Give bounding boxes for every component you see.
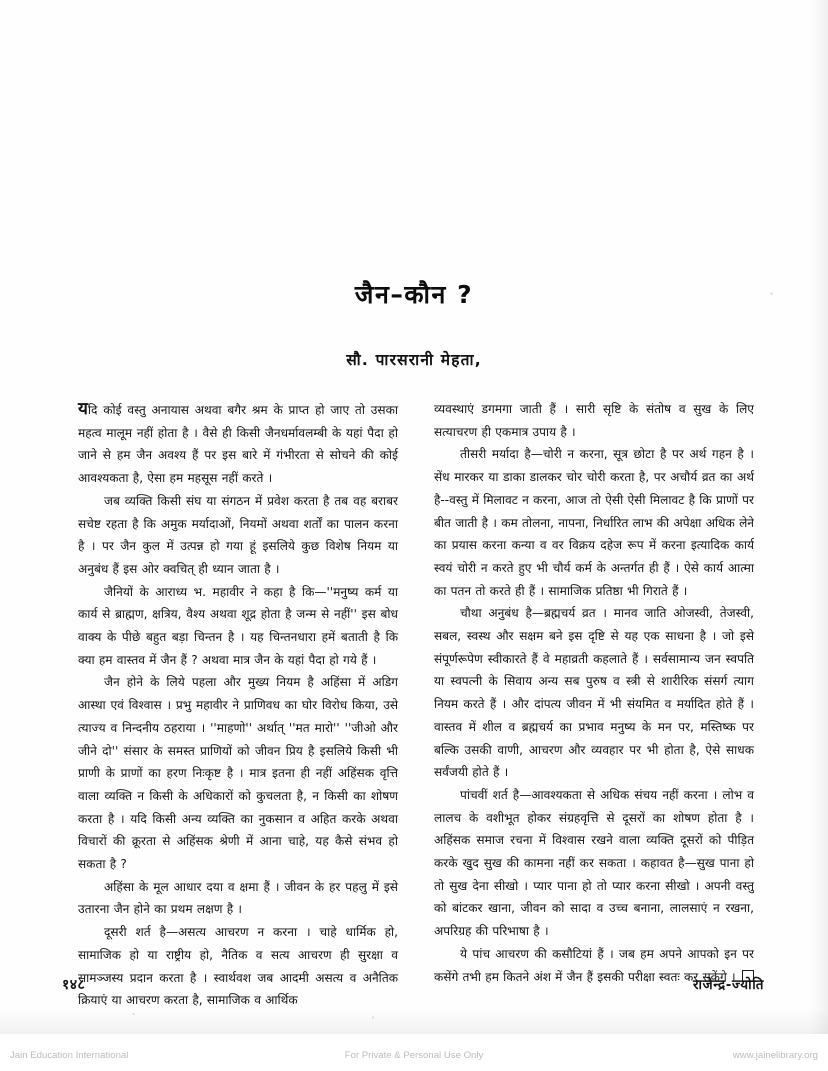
paragraph: जब व्यक्ति किसी संघ या संगठन में प्रवेश करता है तब वह बराबर सचेष्ट रहता है कि अमुक मर्यादाओं, नियमों अथवा शर्तों का पालन करना है । पर जैन कुल में उत्पन्न हो गया हूं इसलिये कुछ विशेष नियम या अनुबंध हैं इस ओर क्वचित् ही ध्यान जाता है ।	[78, 493, 398, 576]
journal-name: राजेन्द्र-ज्योति	[692, 977, 764, 993]
library-url: www.jainelibrary.org	[732, 1050, 818, 1061]
paragraph: दूसरी शर्त है—असत्य आचरण न करना । चाहे धार्मिक हो, सामाजिक हो या राष्ट्रीय हो, नैतिक व सत्य आचरण ही सुरक्षा व सामञ्जस्य प्रदान करता है । स्वार्थवश जब आदमी असत्य व अनैतिक क्रियाएं या आचरण करता है, सामाजिक व आर्थिक	[78, 925, 398, 1008]
paragraph: जैनियों के आराध्य भ. महावीर ने कहा है कि—''मनुष्य कर्म या कार्य से ब्राह्मण, क्षत्रिय, वैश्य अथवा शूद्र होता है जन्म से नहीं'' इस बोध वाक्य के पीछे बहुत बड़ा चिन्तन है । यह चिन्तनधारा हमें बताती है कि क्या हम वास्तव में जैन हैं ? अथवा मात्र जैन के यहां पैदा हो गये हैं ।	[78, 584, 398, 667]
article-header	[0, 264, 828, 370]
scan-speck	[132, 1013, 135, 1015]
paragraph: व्यवस्थाएं डगमगा जाती हैं । सारी सृष्टि के संतोष व सुख के लिए सत्याचरण ही एकमात्र उपाय है ।	[434, 402, 754, 439]
page-number: १४८	[62, 977, 86, 993]
article-title: जैन–कौन ?	[354, 279, 474, 309]
library-usage-notice: For Private & Personal Use Only	[344, 1050, 484, 1061]
paragraph: यदि कोई वस्तु अनायास अथवा बगैर श्रम के प्राप्त हो जाए तो उसका महत्व मालूम नहीं होता है । वैसे ही किसी जैनधर्मावलम्बी के यहां पैदा हो जाने से हम जैन अवश्य हैं पर इस बारे में गंभीरता से सोचने की कोई आवश्यकता है, ऐसा हम महसूस नहीं करते ।	[78, 399, 398, 486]
paragraph: चौथा अनुबंध है—ब्रह्मचर्य व्रत । मानव जाति ओजस्वी, तेजस्वी, सबल, स्वस्थ और सक्षम बने इस दृष्टि से यह एक साधना है । जो इसे संपूर्णरूपेण स्वीकारते हैं वे महाव्रती कहलाते हैं । सर्वसामान्य जन स्वपति या स्वपत्नी के सिवाय अन्य सब पुरुष व स्त्री से शारीरिक संसर्ग त्याग नियम करते हैं । और दांपत्य जीवन में भी संयमित व मर्यादित होते हैं । वास्तव में शील व ब्रह्मचर्य का प्रभाव मनुष्य के मन पर, मस्तिष्क पर बल्कि उसकी वाणी, आचरण और व्यवहार पर भी होता है, ऐसे साधक सर्वंजयी होते हैं ।	[434, 606, 754, 780]
paragraph: जैन होने के लिये पहला और मुख्य नियम है अहिंसा में अडिग आस्था एवं विश्वास । प्रभु महावीर ने प्राणिवध का घोर विरोध किया, उसे त्याज्य व निन्दनीय ठहराया । ''माहणो'' अर्थात् ''मत मारो'' ''जीओ और जीने दो'' संसार के समस्त प्राणियों को जीवन प्रिय है इसलिये किसी भी प्राणी के प्राणों का हरण निःकृष्ट है । मात्र इतना ही नहीं अहिंसक वृत्ति वाला व्यक्ति न किसी के अधिकारों को कुचलता है, न किसी का शोषण करता है । यदि किसी अन्य व्यक्ति का नुकसान व अहित करके अथवा विचारों की क्रूरता से अहिंसक श्रेणी में आना चाहे, यह कैसे संभव हो सकता है ?	[78, 675, 398, 872]
article-byline: सौ. पारसरानी मेहता,	[346, 351, 482, 370]
paragraph: तीसरी मर्यादा है—चोरी न करना, सूत्र छोटा है पर अर्थ गहन है । सेंध मारकर या डाका डालकर चोर चोरी करता है, पर अचौर्य व्रत का अर्थ है--वस्तु में मिलावट न करना, आज तो ऐसी ऐसी मिलावट है कि प्राणों पर बीत जाती है । कम तोलना, नापना, निर्धारित लाभ की अपेक्षा अधिक लेने का प्रयास करना कन्या व वर विक्रय दहेज रूप में करना इत्यादिक कार्य स्वयं चोरी न करते हुए भी चौर्य कर्म के अन्तर्गत ही हैं । ऐसे कार्य आत्मा का पतन तो करते ही हैं । सामाजिक प्रतिष्ठा भी गिराते हैं ।	[434, 447, 754, 598]
paragraph-final-text: ये पांच आचरण की कसौटियां हैं । जब हम अपने आपको इन पर कसेंगे तभी हम कितने अंश में जैन हैं इसकी परीक्षा स्वतः कर सकेंगे ।	[434, 946, 754, 984]
right-column	[434, 398, 754, 988]
library-watermark-strip	[0, 1040, 828, 1071]
library-attribution: Jain Education International	[10, 1050, 129, 1061]
scan-speck	[372, 1016, 374, 1019]
paragraph: अहिंसा के मूल आधार दया व क्षमा हैं । जीवन के हर पहलु में इसे उतारना जैन होने का प्रथम लक्षण है ।	[78, 879, 398, 917]
running-foot	[62, 975, 764, 994]
paragraph: पांचवीं शर्त है—आवश्यकता से अधिक संचय नहीं करना । लोभ व लालच के वशीभूत होकर संग्रहवृत्ति से दूसरों का शोषण होता है । अहिंसक समाज रचना में विश्वास रखने वाला व्यक्ति दूसरों को पीड़ित करके खुद सुख की कामना नहीं कर सकता । कहावत है—सुख पाना हो तो सुख देना सीखो । प्यार पाना हो तो प्यार करना सीखो । अपनी वस्तु को बांटकर खाना, जीवन को सादा व उच्च बनाना, लालसाएं न रखना, अपरिग्रह की परिभाषा है ।	[434, 787, 754, 939]
article-body	[78, 398, 754, 1012]
left-column	[78, 398, 398, 1012]
scan-edge-shadow-right	[810, 0, 828, 1034]
